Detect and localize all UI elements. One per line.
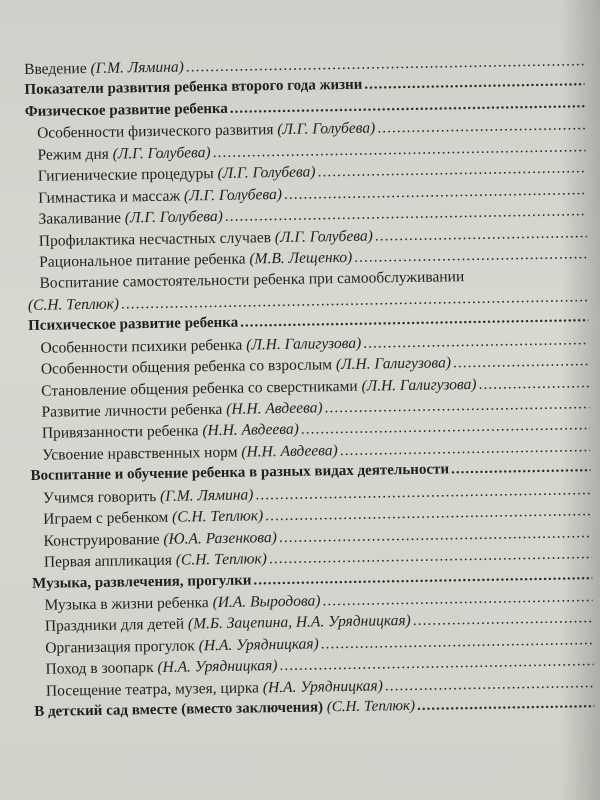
toc-entry-title: Развитие личности ребенка: [41, 400, 223, 421]
toc-entry-author: (Л.Н. Галигузова): [335, 354, 452, 374]
toc-entry-author: (Л.Г. Голубева): [183, 185, 283, 205]
toc-entry-title: Первая аппликация: [43, 551, 173, 571]
toc-entry-author: (Л.Г. Голубева): [277, 119, 376, 139]
toc-entry-title: Учимся говорить: [42, 487, 157, 507]
dot-leader: [478, 372, 589, 395]
toc-entry-title: Введение: [24, 60, 87, 78]
toc-entry-author: (С.Н. Теплюк): [27, 295, 120, 314]
toc-entry-title: Гигиенические процедуры: [37, 165, 214, 185]
table-of-contents: [24, 50, 594, 723]
dot-leader: [354, 243, 587, 268]
toc-entry-title: Играем с ребенком: [43, 508, 169, 528]
toc-entry-title: Психическое развитие ребенка: [28, 314, 239, 335]
toc-entry-title: Рациональное питание ребенка: [39, 250, 246, 271]
toc-entry-title: Воспитание и обучение ребенка в разных видах деятельности: [30, 461, 450, 485]
toc-entry-title: Особенности психики ребенка: [40, 336, 243, 357]
toc-entry-author: (Н.Н. Авдеева): [241, 441, 338, 461]
toc-entry-author: (И.А. Выродова): [212, 592, 321, 612]
toc-entry-title: Воспитание самостоятельности ребенка при самообслуживании: [39, 268, 465, 293]
toc-entry-label: [37, 142, 210, 166]
dot-leader: [417, 693, 595, 717]
toc-entry-author: (Л.Н. Галигузова): [246, 334, 362, 354]
toc-entry-title: Особенности общения ребенка со взрослым: [40, 356, 333, 378]
toc-entry-label: [45, 633, 319, 659]
toc-entry-label: [38, 206, 223, 230]
toc-entry-author: (С.Н. Теплюк): [171, 507, 264, 526]
toc-entry-author: (Л.Г. Голубева): [112, 143, 211, 163]
toc-entry-title: Показатели развития ребенка второго года жизни: [24, 77, 363, 99]
toc-entry-author: (Н.А. Урядницкая): [157, 657, 278, 677]
toc-entry-label: [28, 293, 119, 316]
toc-entry-author: (С.Н. Теплюк): [326, 698, 416, 716]
toc-entry-title: Физическое развитие ребенка: [24, 100, 228, 120]
dot-leader: [453, 350, 589, 374]
toc-entry-author: (Г.М. Лямина): [159, 486, 254, 505]
toc-entry-title: Привязанности ребенка: [41, 422, 199, 443]
toc-entry-title: Музыка, развлечения, прогулки: [32, 571, 252, 592]
dot-leader: [451, 457, 591, 481]
toc-entry-author: (С.Н. Теплюк): [175, 550, 268, 569]
toc-entry-author: (Ю.А. Разенкова): [163, 528, 278, 548]
toc-entry-label: [24, 56, 184, 80]
toc-entry-author: (М.Б. Зацепина, Н.А. Урядницкая): [187, 612, 411, 633]
toc-entry-author: (Л.Г. Голубева): [124, 207, 223, 227]
toc-entry-title: Посещение театра, музея, цирка: [45, 679, 260, 700]
toc-entry-author: (Н.А. Урядницкая): [262, 677, 383, 697]
toc-entry-title: Поход в зоопарк: [45, 659, 154, 678]
toc-entry-title: Становление общения ребенка со сверстниками: [41, 377, 358, 400]
toc-entry-title: Закаливание: [38, 209, 122, 228]
toc-entry-title: Гимнастика и массаж: [38, 187, 181, 207]
dot-leader: [466, 280, 587, 282]
toc-entry-title: Конструирование: [43, 530, 160, 550]
toc-entry-author: (М.В. Лещенко): [249, 248, 353, 268]
toc-entry-title: Организация прогулок: [45, 637, 195, 657]
toc-entry-title: Музыка в жизни ребенка: [44, 594, 209, 614]
toc-entry-title: В детский сад вместе (вместо заключения): [34, 699, 324, 721]
toc-entry-author: (Л.Г. Голубева): [274, 227, 373, 246]
toc-entry-title: Профилактика несчастных случаев: [38, 228, 272, 250]
toc-entry-author: (Г.М. Лямина): [90, 58, 184, 77]
toc-entry-author: (Л.Н. Галигузова): [361, 375, 477, 395]
toc-entry-author: (Н.Н. Авдеева): [202, 421, 299, 440]
toc-entry-title: Режим дня: [37, 145, 109, 164]
toc-entry-author: (Н.А. Урядницкая): [198, 635, 319, 655]
toc-entry-title: Особенности физического развития: [37, 121, 274, 143]
toc-entry-author: (Л.Г. Голубева): [217, 163, 316, 183]
toc-entry-author: (Н.Н. Авдеева): [226, 399, 323, 418]
toc-entry-title: Праздники для детей: [44, 615, 185, 636]
toc-entry-label: [34, 696, 415, 723]
toc-entry-title: Усвоение нравственных норм: [42, 443, 238, 464]
dot-leader: [413, 608, 593, 632]
